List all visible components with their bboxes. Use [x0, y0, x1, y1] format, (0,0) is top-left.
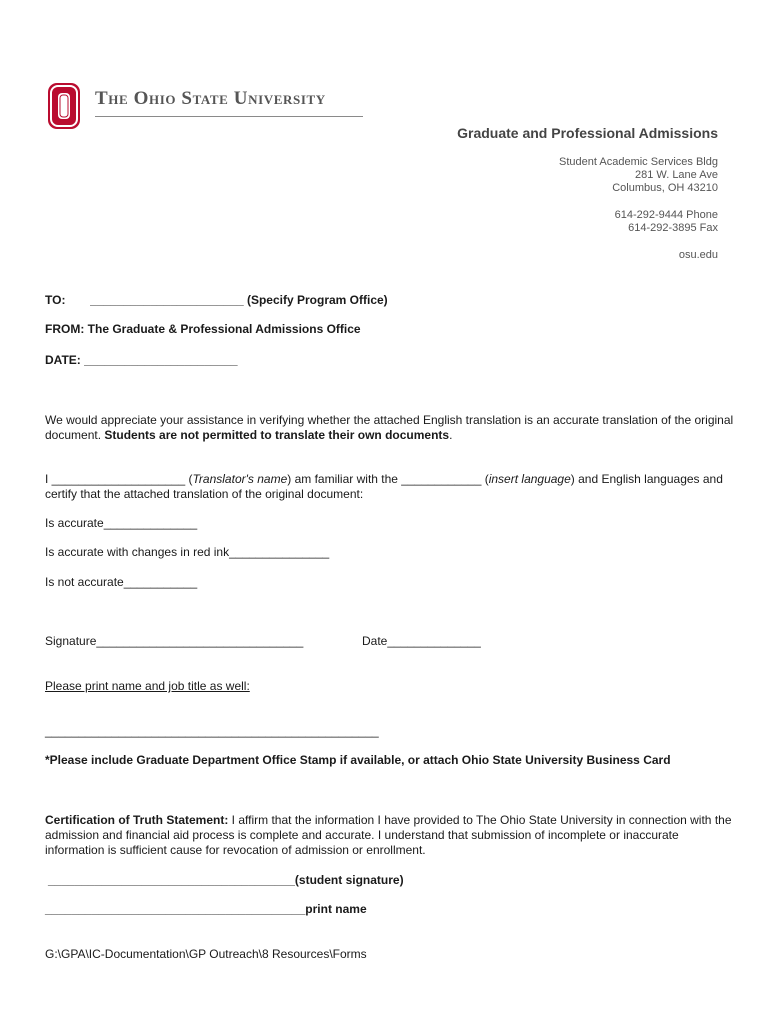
- logo-divider: [95, 116, 363, 117]
- department-title: Graduate and Professional Admissions: [457, 125, 718, 141]
- address-line-3: Columbus, OH 43210: [612, 182, 718, 194]
- certify-part-1: I ____________________ (: [45, 472, 193, 486]
- option-not-accurate: Is not accurate___________: [45, 575, 198, 589]
- option-accurate-with-changes: Is accurate with changes in red ink_______________: [45, 545, 330, 559]
- footer-path: G:\GPA\IC-Documentation\GP Outreach\8 Resources\Forms: [45, 947, 367, 961]
- address-line-1: Student Academic Services Bldg: [559, 156, 718, 168]
- memo-from: FROM: The Graduate & Professional Admissions Office: [45, 322, 361, 336]
- truth-label: Certification of Truth Statement:: [45, 813, 229, 827]
- block-o-logo-icon: [47, 82, 81, 130]
- certify-part-3: ) and English languages and certify that the attached translation of the original document:: [45, 472, 723, 501]
- memo-date: DATE: _______________________: [45, 353, 238, 367]
- intro-end: .: [449, 428, 453, 442]
- phone-number: 614-292-9444 Phone: [614, 209, 718, 221]
- date-line: Date______________: [362, 634, 481, 648]
- address-line-2: 281 W. Lane Ave: [635, 169, 718, 181]
- fax-number: 614-292-3895 Fax: [628, 222, 718, 234]
- memo-to-value: _______________________ (Specify Program Office): [90, 293, 388, 307]
- truth-text: I affirm that the information I have provided to The Ohio State University in connection with the admission and financial aid process is complete and accurate. I understand that submission of incomplete or inaccurate information is sufficient cause for revocation of admission or enrollment.: [45, 813, 732, 857]
- print-name-note: Please print name and job title as well:: [45, 679, 250, 693]
- university-name: The Ohio State University: [95, 88, 326, 109]
- memo-to-label: TO:: [45, 293, 66, 307]
- memo-to: [45, 293, 388, 307]
- print-name-line: __________________________________________________: [45, 724, 379, 738]
- option-accurate: Is accurate______________: [45, 516, 198, 530]
- print-name-field: _______________________________________print name: [45, 902, 367, 916]
- university-logo: [47, 82, 367, 132]
- stamp-note: *Please include Graduate Department Office Stamp if available, or attach Ohio State University Business Card: [45, 753, 671, 767]
- language-hint: insert language: [488, 472, 571, 486]
- translator-name-hint: Translator's name: [192, 472, 288, 486]
- website: osu.edu: [678, 249, 718, 261]
- intro-text: We would appreciate your assistance in verifying whether the attached English translation is an accurate translation of the original document.: [45, 413, 734, 442]
- certify-paragraph: [45, 472, 735, 502]
- certify-part-2: ) am familiar with the ____________ (: [287, 472, 489, 486]
- student-signature-line: _____________________________________(student signature): [48, 873, 404, 887]
- intro-paragraph: [45, 413, 735, 443]
- truth-statement: [45, 813, 735, 858]
- signature-line: Signature_______________________________: [45, 634, 304, 648]
- intro-bold-text: Students are not permitted to translate their own documents: [104, 428, 450, 442]
